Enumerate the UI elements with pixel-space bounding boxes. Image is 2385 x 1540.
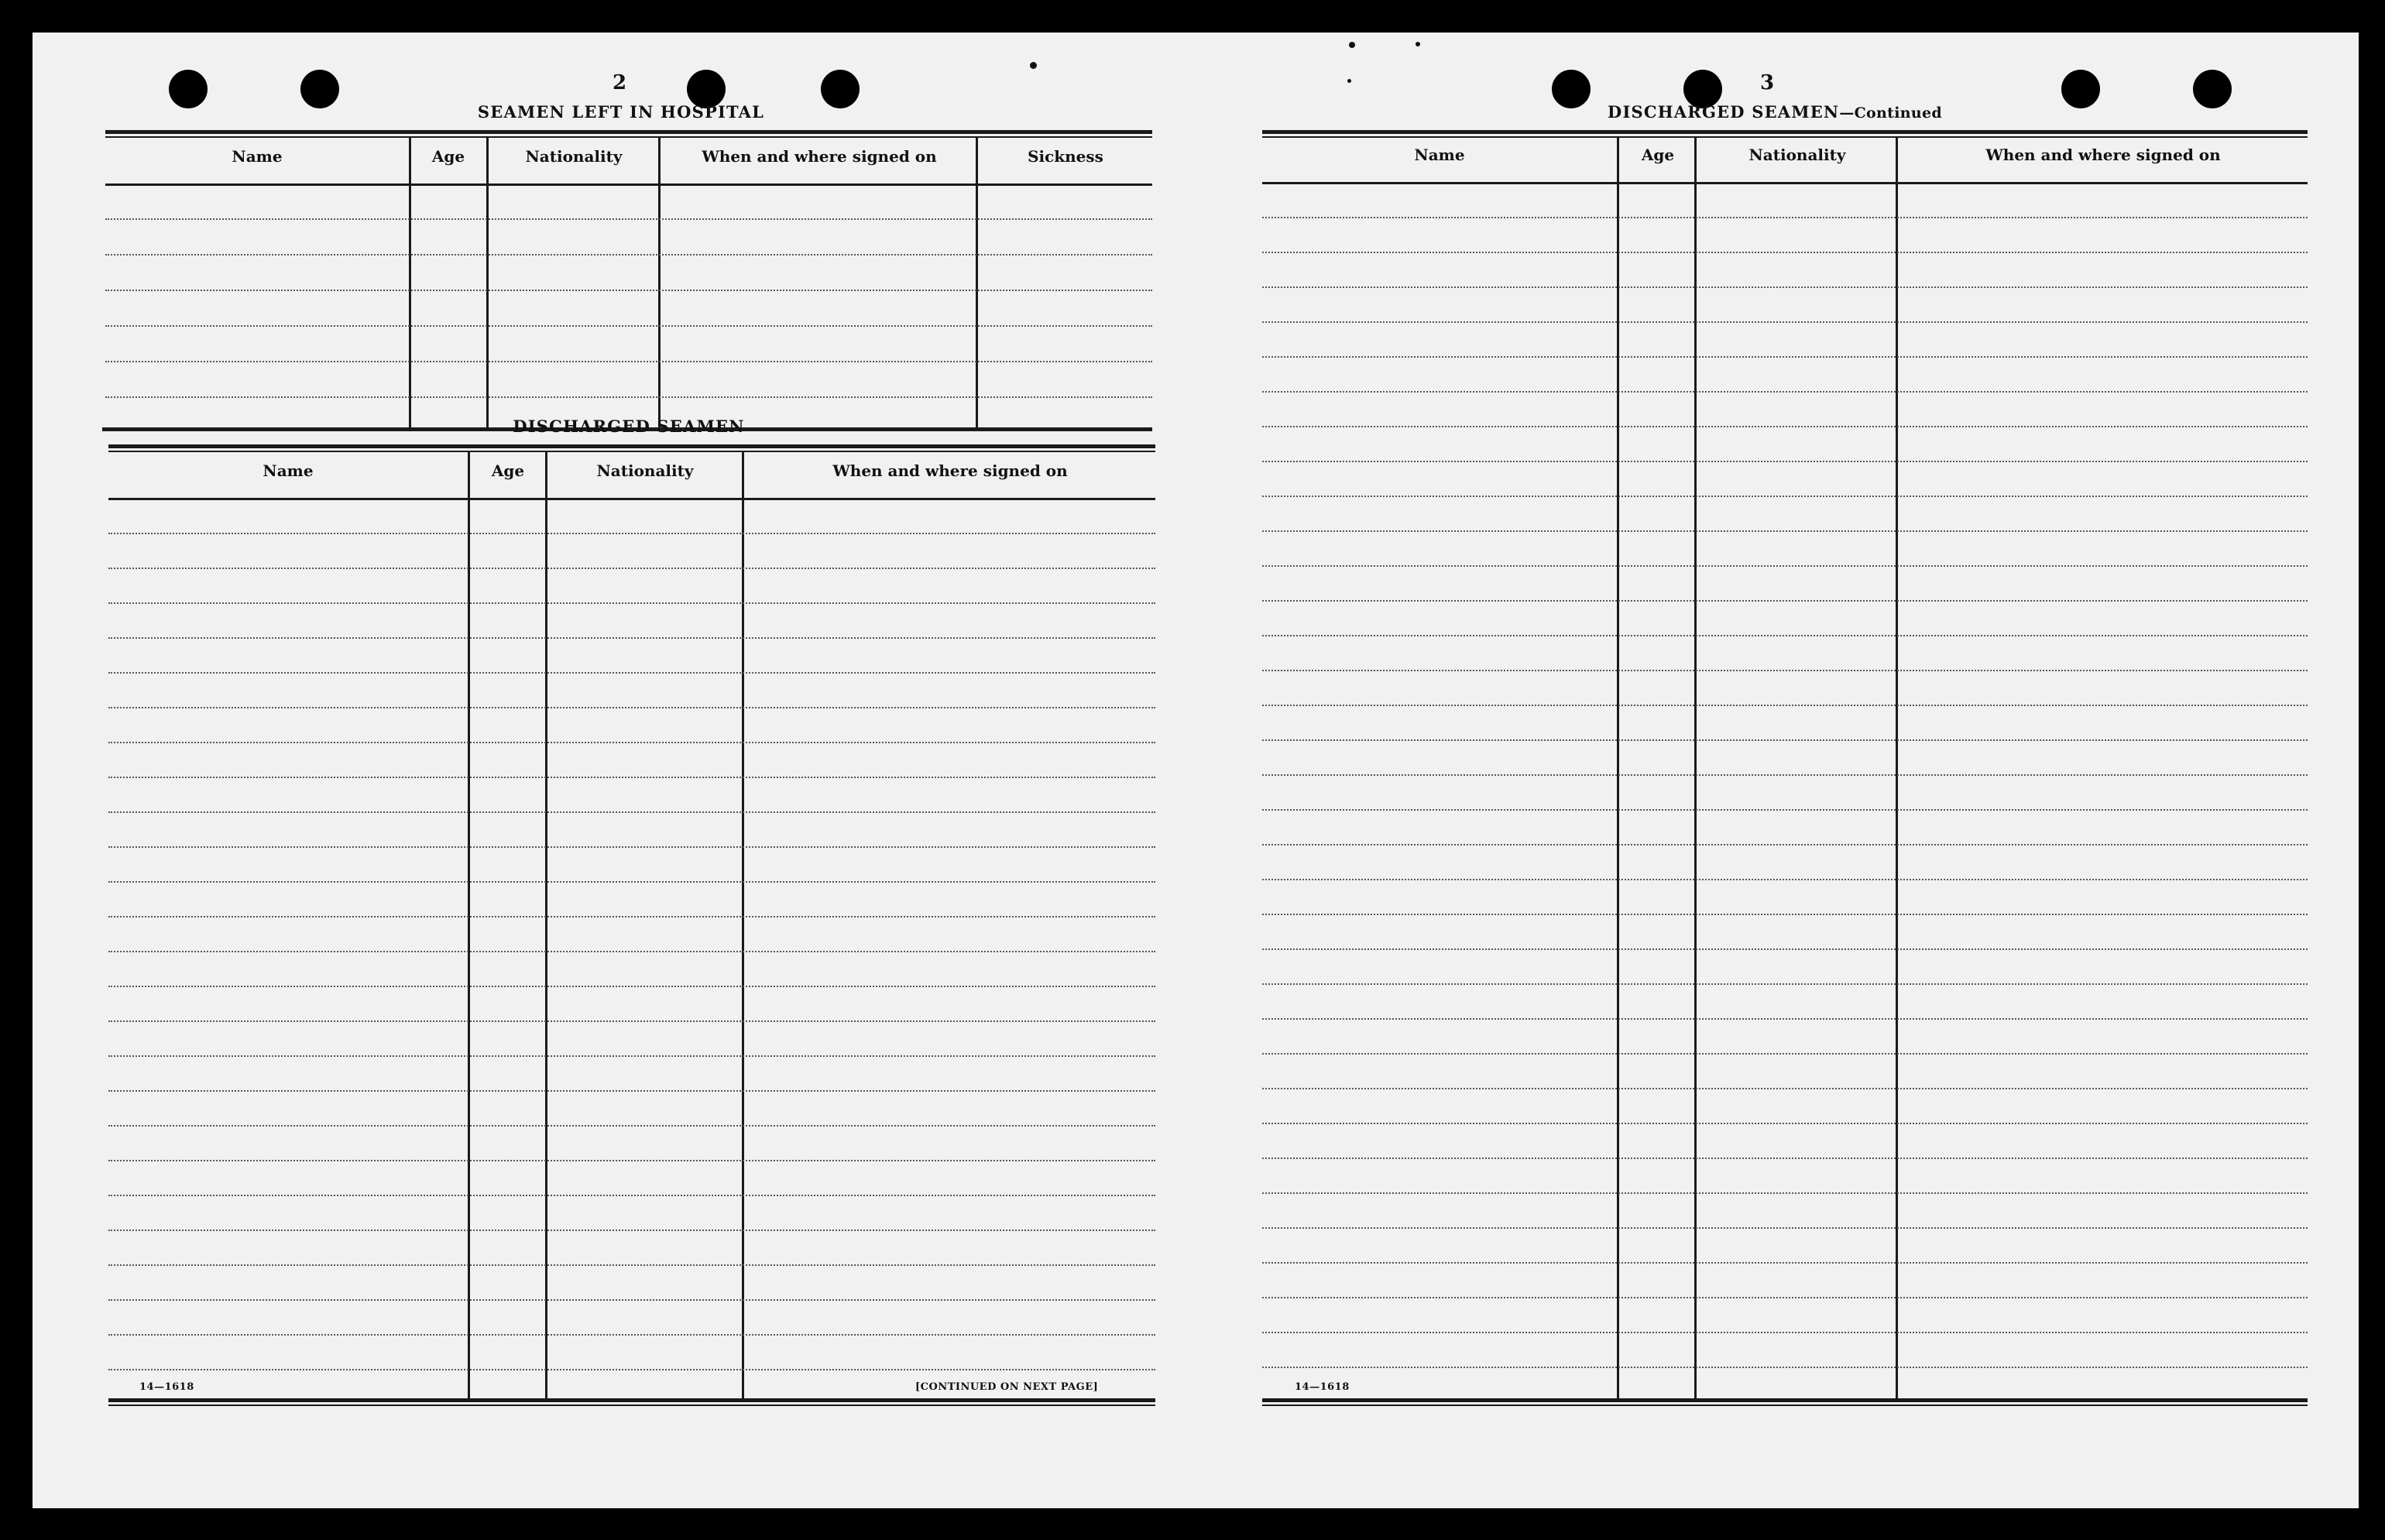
column-header-signed-on: When and where signed on xyxy=(702,147,937,166)
ruled-row xyxy=(108,637,1155,639)
ruled-row xyxy=(1262,600,2308,602)
column-divider xyxy=(409,136,411,429)
ruled-row xyxy=(108,1334,1155,1336)
ruled-row xyxy=(1262,1367,2308,1368)
ruled-row xyxy=(1262,1192,2308,1194)
section-title-text: DISCHARGED SEAMEN xyxy=(1608,102,1840,122)
ruled-row xyxy=(108,1055,1155,1057)
column-header-age: Age xyxy=(491,461,525,480)
scan-speck xyxy=(1030,62,1037,69)
discharged-header-rule xyxy=(1262,182,2308,184)
column-divider xyxy=(1694,136,1697,1400)
discharged-table-bottom-rule-thin xyxy=(108,1405,1155,1406)
discharged-continued-title xyxy=(1573,102,1976,122)
column-divider xyxy=(658,136,661,429)
discharged-section-title: DISCHARGED SEAMEN xyxy=(513,417,745,436)
ruled-row xyxy=(108,1299,1155,1301)
form-number: 14—1618 xyxy=(139,1381,194,1393)
column-header-name: Name xyxy=(263,461,314,480)
ruled-row xyxy=(1262,286,2308,288)
scan-speck xyxy=(1349,42,1355,48)
ruled-row xyxy=(1262,530,2308,532)
section-title-suffix: —Continued xyxy=(1839,105,1942,122)
hospital-table-top-rule xyxy=(105,130,1152,134)
ruled-row xyxy=(108,602,1155,604)
column-divider xyxy=(486,136,489,429)
discharged-table-top-rule xyxy=(108,444,1155,448)
column-divider xyxy=(976,136,978,429)
discharged-table-top-rule-thin xyxy=(108,451,1155,452)
punch-hole xyxy=(2193,70,2232,108)
ruled-row xyxy=(108,777,1155,778)
paper-sheet xyxy=(33,33,2359,1508)
discharged-table-bottom-rule xyxy=(108,1398,1155,1402)
ruled-row xyxy=(1262,461,2308,462)
ruled-row xyxy=(108,881,1155,883)
ruled-row xyxy=(1262,705,2308,706)
hospital-section-title: SEAMEN LEFT IN HOSPITAL xyxy=(477,102,765,122)
ruled-row xyxy=(108,986,1155,987)
ruled-row xyxy=(1262,879,2308,880)
column-divider xyxy=(742,451,744,1400)
column-header-sickness: Sickness xyxy=(1028,147,1103,166)
ruled-row xyxy=(1262,426,2308,427)
ruled-row xyxy=(1262,670,2308,671)
ruled-row xyxy=(108,1125,1155,1127)
punch-hole xyxy=(169,70,208,108)
ruled-row xyxy=(105,361,1152,362)
discharged-table-top-rule xyxy=(1262,130,2308,134)
ruled-row xyxy=(1262,635,2308,636)
scan-speck xyxy=(1347,79,1351,83)
ruled-row xyxy=(108,951,1155,952)
ruled-row xyxy=(108,742,1155,743)
ruled-row xyxy=(1262,1088,2308,1089)
ruled-row xyxy=(1262,844,2308,845)
ruled-row xyxy=(1262,1227,2308,1229)
ruled-row xyxy=(108,1090,1155,1092)
ruled-row xyxy=(1262,321,2308,323)
column-header-age: Age xyxy=(1641,146,1675,164)
discharged-header-rule xyxy=(108,498,1155,500)
column-divider xyxy=(545,451,547,1400)
ruled-row xyxy=(1262,948,2308,950)
column-header-signed-on: When and where signed on xyxy=(832,461,1068,480)
ruled-row xyxy=(1262,739,2308,741)
form-number: 14—1618 xyxy=(1295,1381,1350,1393)
column-divider xyxy=(1896,136,1898,1400)
ruled-row xyxy=(1262,774,2308,776)
page-number: 3 xyxy=(1759,71,1775,94)
ruled-row xyxy=(108,1369,1155,1370)
column-header-nationality: Nationality xyxy=(596,461,694,480)
column-divider xyxy=(468,451,470,1400)
column-header-nationality: Nationality xyxy=(1748,146,1846,164)
ruled-row xyxy=(108,811,1155,813)
ruled-row xyxy=(1262,356,2308,358)
discharged-table-bottom-rule xyxy=(1262,1398,2308,1402)
ruled-row xyxy=(1262,914,2308,915)
ruled-row xyxy=(108,916,1155,917)
ruled-row xyxy=(108,1264,1155,1266)
column-header-name: Name xyxy=(1414,146,1465,164)
hospital-header-rule xyxy=(105,183,1152,186)
discharged-table-top-rule-thin xyxy=(1262,136,2308,138)
hospital-table-top-rule-thin xyxy=(105,136,1152,138)
ruled-row xyxy=(105,325,1152,327)
ruled-row xyxy=(1262,252,2308,253)
ruled-row xyxy=(105,290,1152,291)
column-header-age: Age xyxy=(431,147,465,166)
ruled-row xyxy=(1262,565,2308,567)
scan-speck xyxy=(1416,42,1420,46)
continued-note: [CONTINUED ON NEXT PAGE] xyxy=(915,1381,1099,1393)
ruled-row xyxy=(105,218,1152,220)
ruled-row xyxy=(105,396,1152,398)
ruled-row xyxy=(108,1195,1155,1196)
ruled-row xyxy=(108,1020,1155,1022)
ruled-row xyxy=(1262,496,2308,497)
page-number: 2 xyxy=(612,71,627,94)
ruled-row xyxy=(108,707,1155,708)
ruled-row xyxy=(108,568,1155,569)
column-header-nationality: Nationality xyxy=(525,147,623,166)
ruled-row xyxy=(1262,1018,2308,1020)
ruled-row xyxy=(1262,1123,2308,1124)
ruled-row xyxy=(108,672,1155,674)
column-header-signed-on: When and where signed on xyxy=(1985,146,2221,164)
punch-hole xyxy=(300,70,339,108)
ruled-row xyxy=(108,1160,1155,1161)
ruled-row xyxy=(1262,1158,2308,1159)
ruled-row xyxy=(105,254,1152,256)
ruled-row xyxy=(1262,1332,2308,1333)
ruled-row xyxy=(1262,391,2308,393)
ruled-row xyxy=(108,846,1155,848)
column-header-name: Name xyxy=(232,147,283,166)
ruled-row xyxy=(1262,809,2308,811)
discharged-table-bottom-rule-thin xyxy=(1262,1405,2308,1406)
ruled-row xyxy=(1262,1297,2308,1298)
ruled-row xyxy=(1262,1053,2308,1055)
punch-hole xyxy=(2061,70,2100,108)
ruled-row xyxy=(1262,217,2308,218)
ruled-row xyxy=(1262,1262,2308,1264)
column-divider xyxy=(1617,136,1619,1400)
ruled-row xyxy=(108,533,1155,534)
ruled-row xyxy=(108,1230,1155,1231)
ruled-row xyxy=(1262,983,2308,985)
